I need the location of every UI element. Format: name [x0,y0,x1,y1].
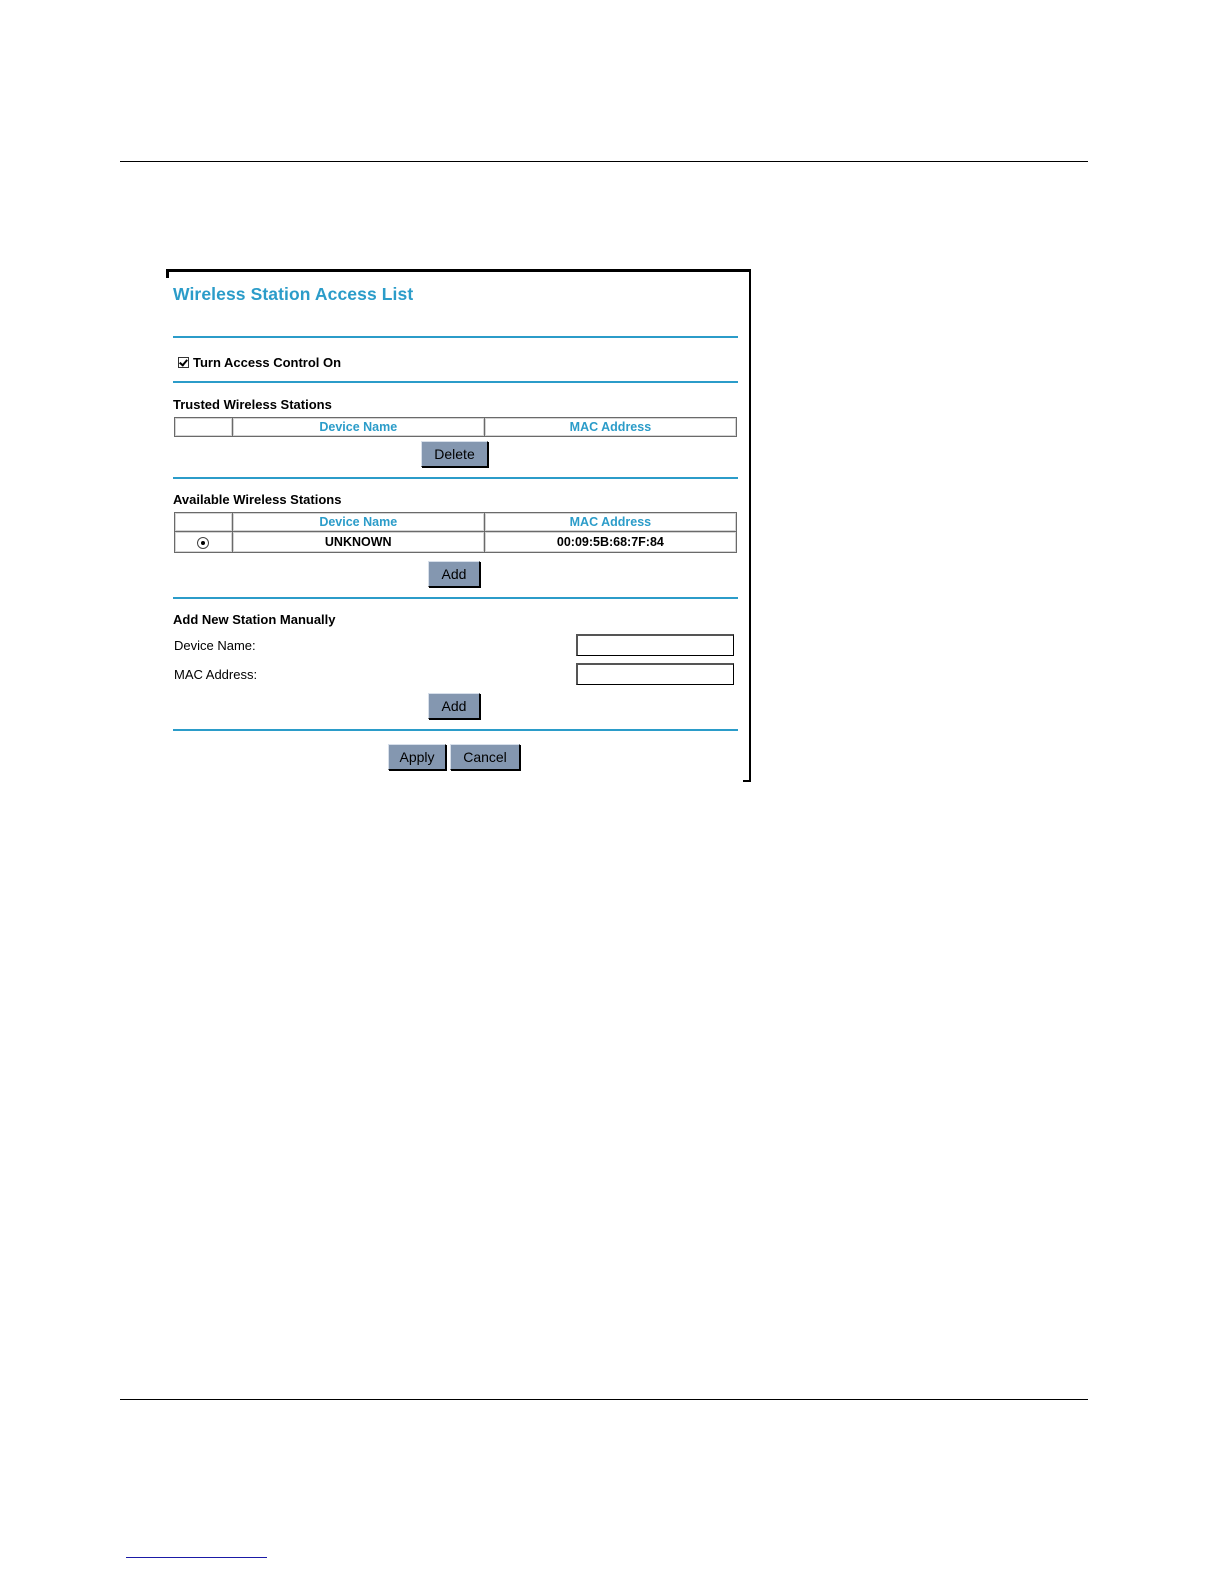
table-header-row [175,513,737,532]
mac-address-input[interactable] [576,663,734,685]
cancel-button[interactable]: Cancel [450,744,520,770]
divider [173,336,738,338]
table-header-row [175,418,737,437]
frame-corner-left [166,269,169,278]
manual-add-heading: Add New Station Manually [173,612,336,627]
footer-link-underline [126,1557,267,1558]
frame-corner-bottom [743,780,751,782]
divider [173,729,738,731]
divider [173,597,738,599]
mac-address-column-header: MAC Address [484,418,736,437]
access-control-label: Turn Access Control On [193,355,342,370]
delete-button[interactable]: Delete [421,441,488,467]
mac-address-field-label: MAC Address: [174,667,258,682]
device-name-column-header: Device Name [232,513,484,532]
divider [173,381,738,383]
trusted-stations-heading: Trusted Wireless Stations [173,397,332,412]
divider [173,477,738,479]
select-column-header [175,513,233,532]
page-title: Wireless Station Access List [173,284,414,304]
footer-rule [120,1399,1088,1400]
table-row[interactable] [175,532,737,553]
add-available-button[interactable]: Add [428,561,480,587]
station-radio[interactable] [197,537,209,549]
mac-address-column-header: MAC Address [484,513,736,532]
access-control-checkbox[interactable] [178,357,189,368]
device-name-column-header: Device Name [232,418,484,437]
access-control-toggle[interactable] [178,355,341,370]
device-name-field-label: Device Name: [174,638,256,653]
mac-address-cell: 00:09:5B:68:7F:84 [484,532,736,553]
device-name-input[interactable] [576,634,734,656]
trusted-stations-table [174,417,737,437]
apply-button[interactable]: Apply [388,744,446,770]
station-select-cell [175,532,233,553]
device-name-cell: UNKNOWN [232,532,484,553]
available-stations-table [174,512,737,553]
header-rule [120,161,1088,162]
add-manual-button[interactable]: Add [428,693,480,719]
available-stations-heading: Available Wireless Stations [173,492,342,507]
select-column-header [175,418,233,437]
